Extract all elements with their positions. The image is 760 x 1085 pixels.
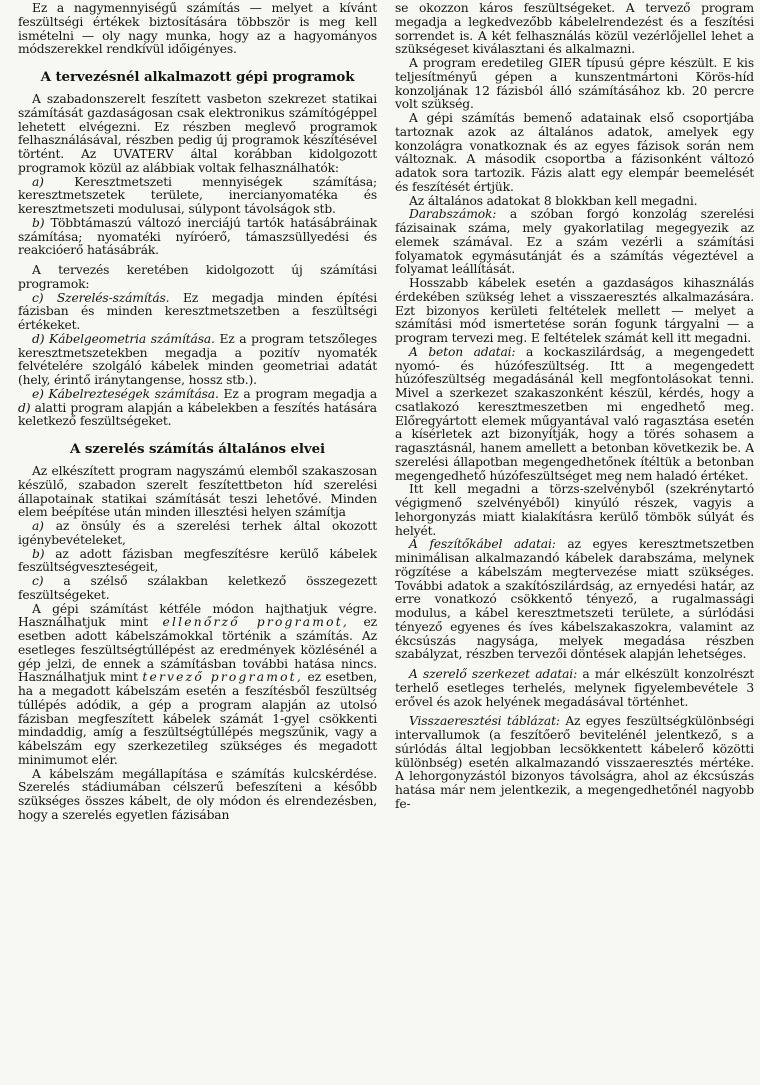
- principles-item-b: [18, 548, 377, 576]
- principles-item-b-text: az adott fázisban megfeszítésre kerülő kábelek feszültségveszteségeit,: [18, 546, 377, 575]
- beton-item: [395, 346, 754, 484]
- machine-spaced-design: tervező programot,: [142, 670, 303, 685]
- item-c-label: c) Szerelés-számítás.: [32, 290, 170, 305]
- heading-programs: A tervezésnél alkalmazott gépi programok: [40, 69, 355, 85]
- intro-paragraph: Ez a nagymennyiségű számítás — melyet a kívánt feszültségi értékek biztosítására többször is meg kell ismételni — oly nagy munka, hogy az a hagyományos módszerekkel rendkívül időigényes.: [18, 2, 377, 57]
- principles-item-a: [18, 520, 377, 548]
- beton-text: a kockaszilárdság, a megengedett nyomó- és húzófeszültség. Itt a megengedett húzófeszültség megadásánál kell megfontolásokat tenni. Mivel a szerkezet szakaszonként készül, kérdés, hogy a csatlakozó keresztmeszetben mi engedhető meg. Előregyártott elemek műgyantával való ragasztása esetén a kísérletek azt bizonyítják, hogy a törés sohasem a ragasztásnál, hanem amellett a betonban következik be. A szerelési állapotban megengedhetőnek ítéltük a betonban megengedhető húzófeszültséget meg nem haladó értéket.: [395, 344, 754, 483]
- principles-item-c-text: a szélső szálakban keletkező összegezett feszültségeket.: [18, 574, 377, 602]
- item-b-text: Többtámaszú változó inerciájú tartók hatásábráinak számítása; nyomatéki nyíróerő, támaszsüllyedési és reakcióerő hatásábrák.: [18, 215, 377, 258]
- item-d-label: d) Kábelgeometria számítása.: [32, 331, 215, 346]
- item-e-text-2: alatti program alapján a kábelekben a feszítés hatására keletkező feszültségeket.: [18, 400, 377, 429]
- programs-paragraph-1: A szabadonszerelt feszített vasbeton szekrezet statikai számítását gazdaságosan csak elektronikus számítógéppel lehetett elvégezni. Ez részben meglevő programok felhasználásával, részben pedig új programok készítésével történt. Az UVATERV által korábban kidolgozott programok közül az alábbiak voltak felhasználhatók:: [18, 92, 377, 175]
- item-c-text: Ez megadja minden építési fázisban és minden keresztmetszetben a feszültségi értékeket.: [18, 290, 377, 332]
- torzs-paragraph: Itt kell megadni a törzs-szelvényből (szekrénytartó végigmenő szelvényéből) kinyúló részek, vagyis a lehorgonyzás miatt kialakításra kerülő tömbök súlyát és helyét.: [395, 482, 754, 538]
- left-column: [18, 2, 377, 1085]
- visszaeresztes-label: Visszaeresztési táblázat:: [409, 714, 560, 729]
- szerelo-text: a már elkészült konzolrészt terhelő esetleges terhelés, melynek figyelembevétele 3 erővel és azok helyének megadásával történhet.: [395, 667, 754, 709]
- darabszamok-item: [395, 208, 754, 277]
- item-e-ref: d): [18, 400, 31, 415]
- machine-text-a: A gépi számítást kétféle módon hajthatjuk végre. Használhatjuk mint: [18, 601, 377, 630]
- feszitokabel-text: az egyes keresztmetszetben minimálisan alkalmazandó kábelek darabszáma, melynek rögzítése a kábelszám megtervezése miatt szükséges. További adatok a szakítószilárdság, az ernyedési határ, az erre vonatkozó csökkentő tényező, a rugalmassági modulus, a kábel keresztmetszeti területe, a súrlódási tényező egyenes és íves kábelszakaszokra, valamint az ékcsúszás nagysága, melyek megadása részben szabályzat, részben tervezői döntések alapján lehetséges.: [395, 537, 754, 662]
- item-e-text-1: Ez a program megadja a: [218, 386, 377, 401]
- darabszamok-text: a szóban forgó konzolág szerelési fázisainak száma, mely gyakorlatilag megegyezik az elemek számával. Ez a szám vezérli a számítási folyamatok egymásutánját és a számítás végeztével a folyamat leállítását.: [395, 207, 754, 277]
- item-d-text: Ez a program tetszőleges keresztmetszetekben megadja a pozitív nyomaték felvételére szolgáló kábelek minden geometriai adatát (hely, érintő iránytangense, hossz stb.).: [18, 331, 377, 387]
- list-item-a: [18, 176, 377, 217]
- list-item-c: [18, 292, 377, 333]
- szerelo-item: [395, 668, 754, 709]
- input-data-paragraph: A gépi számítás bemenő adatainak első csoportjába tartoznak azok az általános adatok, amelyek egy konzolágra vonatkoznak és az egyes fázisok során nem változnak. A második csoportba a fázisonként változó adatok sora tartozik. Fázis alatt egy elempár beemelését és feszítését értjük.: [395, 111, 754, 194]
- programs-paragraph-2: A tervezés keretében kidolgozott új számítási programok:: [18, 263, 377, 291]
- list-item-e: [18, 388, 377, 429]
- machine-spaced-check: ellenőrző programot,: [162, 615, 349, 630]
- item-a-label: a): [32, 174, 44, 189]
- feszitokabel-item: [395, 538, 754, 662]
- continuation-paragraph: se okozzon káros feszültségeket. A tervező program megadja a legkedvezőbb kábelelrendezést és a feszítési sorrendet is. A két felhasználás közül vezérlőjellel lehet a szükségeset kiválasztani és alkalmazni.: [395, 2, 754, 57]
- machine-paragraph-1: [18, 603, 377, 768]
- item-b-label: b): [32, 215, 45, 230]
- principles-item-b-label: b): [32, 546, 45, 561]
- long-cables-paragraph: Hosszabb kábelek esetén a gazdaságos kihasználás érdekében szükség lehet a visszaeresztés alkalmazására. Ezt bizonyos kerületi feltételek mellett — melyet a számítási mód ismertetése során fogunk tárgyalni — a program tervezi meg. E feltételek számát kell itt megadni.: [395, 276, 754, 345]
- visszaeresztes-text: Az egyes feszültségkülönbségi intervallumok (a feszítőerő bevitelénél jelentkező, s a súrlódás által legjobban lecsökkentett kábelerő közötti különbség) esetén alkalmazandó visszaeresztés mértéke. A lehorgonyzástól bizonyos távolságra, ahol az ékcsúszás hatása már nem jelentkezik, a megengedhetőnél nagyobb fe-: [395, 714, 754, 811]
- szerelo-label: A szerelő szerkezet adatai:: [409, 667, 578, 681]
- item-e-label: e) Kábelrezteségek számítása.: [32, 386, 219, 401]
- principles-paragraph-1: Az elkészített program nagyszámú elemből szakaszosan készülő, szabadon szerelt feszítettbeton híd szerelési állapotainak statikai számítását teszi lehetővé. Minden elem beépítése után minden illesztési helyen számítja: [18, 464, 377, 520]
- machine-text-c: ez esetben, ha a megadott kábelszám esetén a feszítésből feszültség túllépés adódik, a gép a program alapján az utolsó fázisban megfeszített kábelek számát 1-gyel csökkenti mindaddig, amíg a feszültségtúllépés megszűnik, vagy a kábelszám egy szerkezetileg szükséges és megadott minimumot elér.: [18, 670, 377, 767]
- list-item-b: [18, 217, 377, 258]
- principles-item-c-label: c): [32, 574, 44, 588]
- beton-label: A beton adatai:: [409, 344, 516, 359]
- darabszamok-label: Darabszámok:: [409, 207, 497, 222]
- heading-principles: A szerelés számítás általános elvei: [70, 441, 325, 457]
- principles-item-c: [18, 575, 377, 603]
- feszitokabel-label: A feszítőkábel adatai:: [409, 537, 556, 552]
- visszaeresztes-item: [395, 715, 754, 811]
- machine-text-b: ez esetben adott kábelszámokkal történik a számítás. Az esetleges feszültségtúllépést az eredmények közlésénél a gép jelzi, de ennek a számításban további hatása nincs. Használhatjuk mint: [18, 615, 377, 685]
- item-a-text: Keresztmetszeti mennyiségek számítása; keresztmetszetek területe, inercianyomatéka és keresztmetszeti modulusai, súlypont távolságok stb.: [18, 174, 377, 216]
- principles-item-a-label: a): [32, 519, 44, 533]
- gier-paragraph: A program eredetileg GIER típusú gépre készült. E kis teljesítményű gépen a kunszentmártoni Körös-híd konzoljának 12 fázisból álló számításához kb. 20 percre volt szükség.: [395, 56, 754, 112]
- blocks-paragraph: Az általános adatokat 8 blokkban kell megadni.: [409, 193, 698, 208]
- right-column: [395, 2, 754, 1085]
- principles-item-a-text: az önsúly és a szerelési terhek által okozott igénybevételeket,: [18, 519, 377, 547]
- machine-paragraph-2: A kábelszám megállapítása e számítás kulcskérdése. Szerelés stádiumában célszerű befeszíteni a később szükséges összes kábelt, de oly módon és elrendezésben, hogy a szerelés egyetlen fázisában: [18, 766, 377, 822]
- list-item-d: [18, 333, 377, 388]
